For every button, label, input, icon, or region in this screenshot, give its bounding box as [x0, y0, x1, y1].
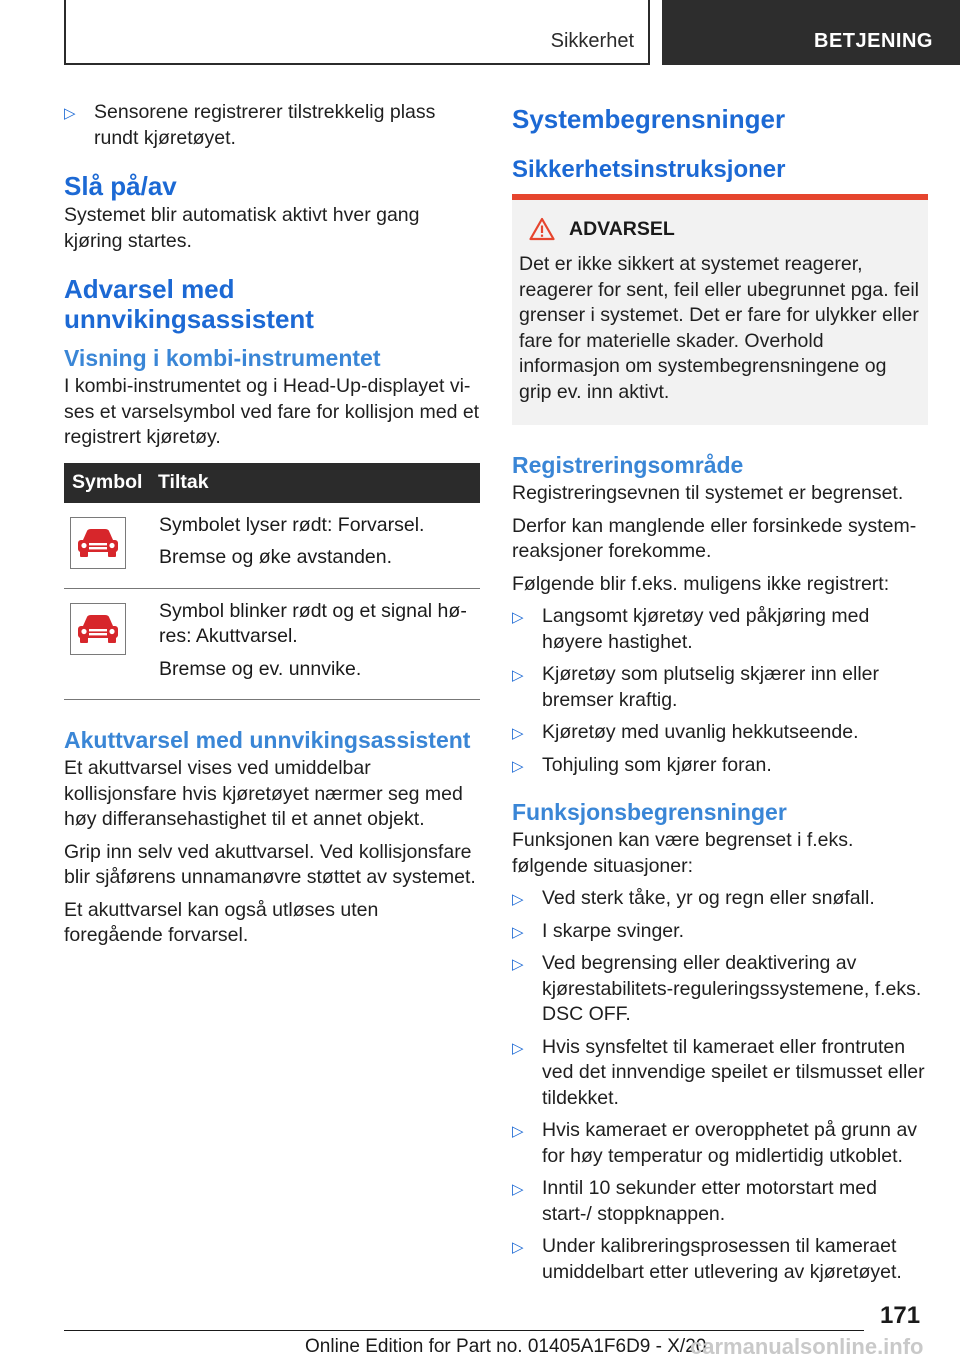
car-warning-icon	[70, 603, 126, 655]
list-item: ▷ Langsomt kjøretøy ved påkjøring med høyere hastighet.	[512, 605, 870, 653]
list-item: ▷ Under kalibreringsprosessen til kameraet umiddelbart etter utlevering av kjøretøyet.	[512, 1235, 902, 1283]
watermark: carmanualsonline.info	[690, 1334, 924, 1359]
header-chapter-title: BETJENING	[814, 30, 933, 52]
acute-paragraph-2: Grip inn selv ved akuttvarsel. Ved kollisjonsfare blir sjåførens unnamanøvre støttet av systemet.	[64, 840, 476, 888]
detection-list	[512, 604, 928, 778]
warning-title: ADVARSEL	[569, 217, 675, 240]
acute-paragraph-1: Et akuttvarsel vises ved umiddelbar kollisjonsfare hvis kjøretøyet nærmer seg med høy differansehastighet til et annet objekt.	[64, 757, 463, 830]
triangle-bullet-icon: ▷	[512, 725, 524, 742]
heading-acute-warning: Akuttvarsel med unnvikingsassistent	[64, 727, 471, 753]
triangle-bullet-icon: ▷	[512, 609, 524, 626]
detection-paragraph-2: Derfor kan manglende eller forsinkede systemreaksjoner forekomme.	[512, 514, 917, 562]
triangle-bullet-icon: ▷	[512, 1039, 524, 1057]
footer-edition: Online Edition for Part no. 01405A1F6D9 - X/20	[305, 1336, 707, 1357]
triangle-bullet-icon: ▷	[512, 1123, 524, 1140]
list-item: ▷ Hvis synsfeltet til kameraet eller frontruten ved det innvendige speilet er tilsmusset eller tildekket.	[512, 1035, 925, 1109]
heading-system-limits: Systembegrensninger	[512, 104, 786, 134]
right-column	[512, 100, 928, 1292]
triangle-bullet-icon: ▷	[64, 105, 76, 122]
list-item: ▷ Sensorene registrerer tilstrekkelig plass rundt kjøretøyet.	[64, 101, 436, 149]
table-cell-text: Symbolet lyser rødt: Forvarsel.	[159, 513, 425, 536]
function-list	[512, 886, 928, 1285]
heading-detection-range: Registreringsområde	[512, 452, 744, 478]
list-item: ▷ Ved begrensing eller deaktivering av kjørestabilitets-reguleringssystemene, f.eks. DSC OFF.	[512, 952, 922, 1025]
left-column	[64, 100, 480, 956]
warning-triangle-icon	[529, 217, 555, 241]
intro-bullet-list	[64, 100, 480, 151]
display-text: I kombi-instrumentet og i Head-Up-displayet vises et varselsymbol ved fare for kollisjon med et registrert kjøretøy.	[64, 375, 480, 448]
table-header-symbol: Symbol	[64, 463, 150, 503]
heading-warning-assistant: Advarsel med unnvikingsassistent	[64, 274, 314, 334]
triangle-bullet-icon: ▷	[512, 1239, 524, 1256]
table-row	[64, 503, 480, 589]
warning-box	[512, 194, 928, 425]
list-item: ▷ Tohjuling som kjører foran.	[512, 753, 928, 779]
triangle-bullet-icon: ▷	[512, 757, 524, 775]
heading-safety-instructions: Sikkerhetsinstruksjoner	[512, 156, 786, 183]
list-item: ▷ Hvis kameraet er overopphetet på grunn av for høy temperatur og midlertidig utkoblet.	[512, 1119, 918, 1167]
triangle-bullet-icon: ▷	[512, 923, 524, 941]
table-header-action: Tiltak	[150, 463, 480, 503]
heading-function-limits: Funksjonsbegrensninger	[512, 799, 787, 825]
page-number: 171	[880, 1302, 921, 1329]
detection-paragraph-1: Registreringsevnen til systemet er begrenset.	[512, 482, 904, 504]
car-warning-icon	[70, 517, 126, 569]
table-cell-text: Bremse og øke avstanden.	[159, 546, 393, 568]
list-item: ▷ I skarpe svinger.	[512, 919, 928, 945]
symbol-table	[64, 463, 480, 701]
acute-paragraph-3: Et akuttvarsel kan også utløses uten foregående forvarsel.	[64, 898, 379, 946]
triangle-bullet-icon: ▷	[512, 956, 524, 973]
list-item: ▷ Inntil 10 sekunder etter motorstart med start-/ stoppknappen.	[512, 1177, 877, 1225]
detection-paragraph-3: Følgende blir f.eks. muligens ikke registrert:	[512, 572, 890, 595]
heading-display: Visning i kombi-instrumentet	[64, 345, 381, 371]
on-off-text: Systemet blir automatisk aktivt hver gang kjøring startes.	[64, 204, 420, 252]
triangle-bullet-icon: ▷	[512, 891, 524, 908]
table-row	[64, 588, 480, 700]
table-cell-text: Symbol blinker rødt og et signal høres: Akuttvarsel.	[159, 599, 467, 647]
triangle-bullet-icon: ▷	[512, 1181, 524, 1198]
warning-text: Det er ikke sikkert at systemet reagerer, reagerer for sent, feil eller ubegrunnet pga. feil grenser i systemet. Det er fare for ulykker eller fare for materielle skader. Overhold informasjon om systembegrensningene og grip ev. inn aktivt.	[519, 253, 919, 403]
heading-on-off: Slå på/av	[64, 171, 177, 201]
list-item: ▷ Ved sterk tåke, yr og regn eller snøfall.	[512, 886, 928, 912]
header-section-title: Sikkerhet	[550, 30, 634, 52]
table-cell-text: Bremse og ev. unnvike.	[159, 657, 362, 680]
list-item: ▷ Kjøretøy som plutselig skjærer inn eller bremser kraftig.	[512, 663, 880, 711]
triangle-bullet-icon: ▷	[512, 667, 524, 684]
list-item: ▷ Kjøretøy med uvanlig hekkutseende.	[512, 720, 928, 746]
function-paragraph-1: Funksjonen kan være begrenset i f.eks. følgende situasjoner:	[512, 829, 854, 877]
header-chapter-tab	[662, 0, 960, 65]
header-frame	[64, 0, 650, 65]
footer-divider	[64, 1330, 864, 1331]
